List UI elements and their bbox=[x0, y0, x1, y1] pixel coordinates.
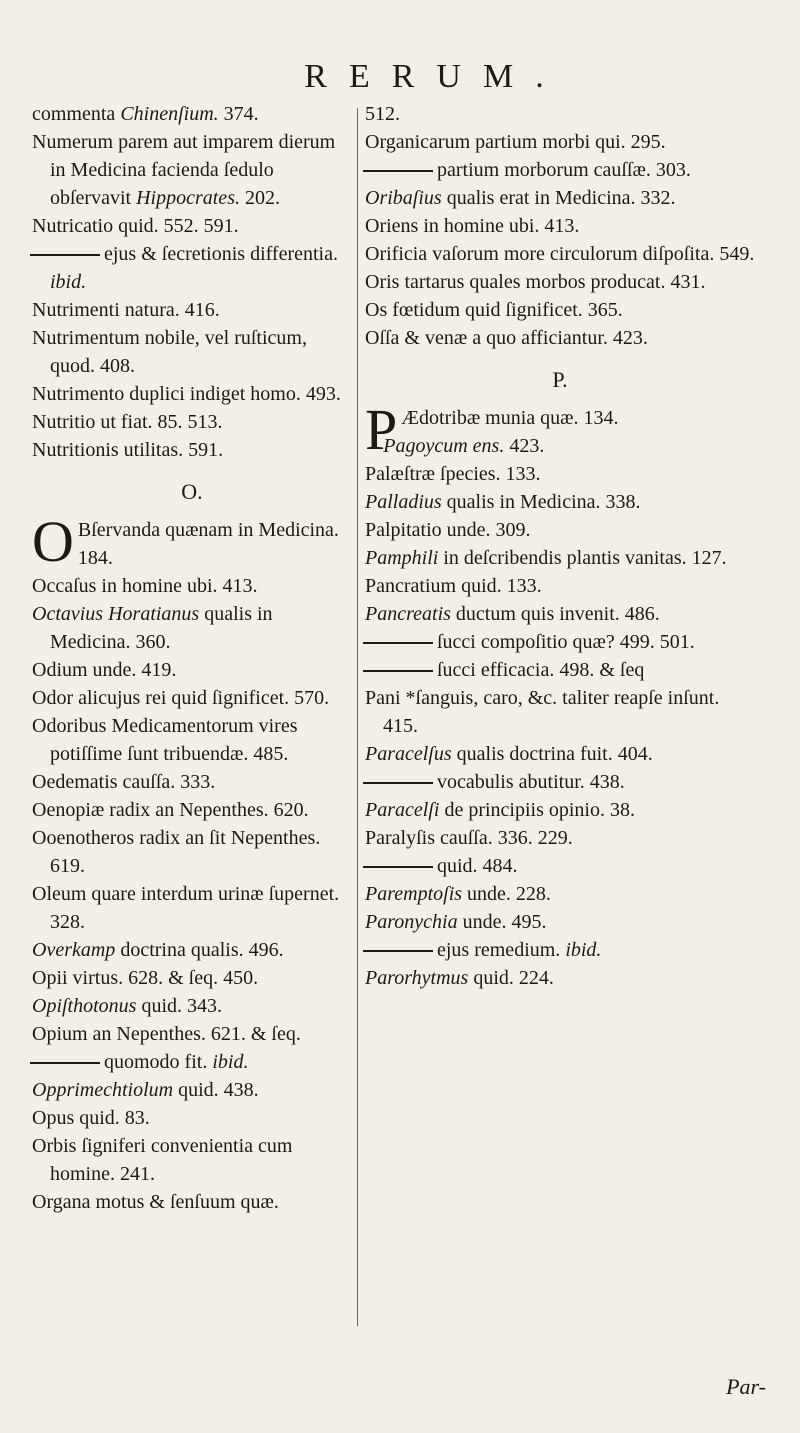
entry-text: Ooenotheros radix an ſit Nepenthes. 619. bbox=[32, 827, 321, 877]
entry-text: Nutrimentum nobile, vel ruſticum, quod. 408. bbox=[32, 327, 307, 377]
index-entry bbox=[32, 992, 352, 1020]
entry-italic: Palladius bbox=[365, 491, 442, 513]
index-entry bbox=[365, 128, 755, 156]
entry-italic: Octavius Horatianus bbox=[32, 603, 200, 625]
index-entry bbox=[32, 212, 352, 240]
index-entry bbox=[32, 796, 352, 824]
index-entry bbox=[32, 1020, 352, 1048]
drop-cap: O bbox=[32, 509, 74, 574]
entry-text: ſucci compoſitio quæ? 499. 501. bbox=[437, 631, 695, 653]
entry-refs: ductum quis invenit. 486. bbox=[450, 603, 660, 625]
left-column bbox=[32, 100, 352, 1216]
entry-text: Nutricatio quid. 552. 591. bbox=[32, 215, 239, 237]
entry-refs: qualis doctrina fuit. 404. bbox=[451, 743, 653, 765]
entry-text: Opium an Nepenthes. 621. & ſeq. bbox=[32, 1023, 301, 1045]
index-entry bbox=[32, 436, 352, 464]
index-entry bbox=[32, 936, 352, 964]
index-entry bbox=[365, 936, 755, 964]
entry-refs: unde. 495. bbox=[457, 911, 547, 933]
entry-refs: quid. 438. bbox=[173, 1079, 259, 1101]
entry-text: quomodo fit. bbox=[104, 1051, 213, 1073]
index-entry bbox=[365, 432, 755, 460]
ditto-dash bbox=[363, 642, 433, 644]
entry-text: Oedematis cauſſa. 333. bbox=[32, 771, 216, 793]
ditto-dash bbox=[363, 170, 433, 172]
index-entry bbox=[32, 684, 352, 712]
entry-italic: ibid. bbox=[212, 1051, 249, 1073]
entry-text: Palpitatio unde. 309. bbox=[365, 519, 531, 541]
entry-text: Odoribus Medicamentorum vires potiſſime ſunt tribuendæ. 485. bbox=[32, 715, 298, 765]
ditto-dash bbox=[363, 950, 433, 952]
index-entry bbox=[365, 824, 755, 852]
index-entry bbox=[365, 768, 755, 796]
index-entry bbox=[32, 1076, 352, 1104]
right-column bbox=[365, 100, 755, 992]
entry-italic: Opprimechtiolum bbox=[32, 1079, 174, 1101]
index-entry bbox=[32, 408, 352, 436]
index-entry bbox=[32, 964, 352, 992]
entry-text: Nutritio ut fiat. 85. 513. bbox=[32, 411, 223, 433]
entry-italic: Paremptoſis bbox=[365, 883, 463, 905]
index-entry bbox=[32, 1104, 352, 1132]
entry-text: commenta bbox=[32, 103, 121, 125]
index-entry bbox=[32, 324, 352, 380]
entry-text: Opii virtus. 628. & ſeq. 450. bbox=[32, 967, 259, 989]
entry-text: Palæſtræ ſpecies. 133. bbox=[365, 463, 541, 485]
entry-refs: qualis erat in Medicina. 332. bbox=[441, 187, 676, 209]
entry-italic: Parorhytmus bbox=[365, 967, 469, 989]
running-head: RERUM. bbox=[304, 58, 566, 95]
entry-text: Oſſa & venæ a quo afficiantur. 423. bbox=[365, 327, 648, 349]
entry-text: ejus remedium. bbox=[437, 939, 566, 961]
index-entry bbox=[365, 880, 755, 908]
index-entry bbox=[32, 768, 352, 796]
index-entry bbox=[365, 628, 755, 656]
index-entry bbox=[365, 156, 755, 184]
entry-text: Paralyſis cauſſa. 336. 229. bbox=[365, 827, 573, 849]
entry-text: Bſervanda quænam in Medicina. 184. bbox=[77, 519, 339, 569]
index-entry bbox=[32, 572, 352, 600]
index-entry bbox=[365, 184, 755, 212]
entry-italic: Oribaſius bbox=[365, 187, 442, 209]
index-entry bbox=[365, 212, 755, 240]
ditto-dash bbox=[363, 782, 433, 784]
entry-text: Nutrimenti natura. 416. bbox=[32, 299, 220, 321]
index-entry bbox=[32, 1188, 352, 1216]
entry-text: Organa motus & ſenſuum quæ. bbox=[32, 1191, 279, 1213]
index-entry bbox=[365, 600, 755, 628]
section-letter: O. bbox=[181, 479, 203, 504]
drop-cap: P bbox=[365, 397, 398, 462]
index-entry bbox=[365, 240, 755, 268]
index-entry bbox=[32, 128, 352, 212]
index-entry bbox=[32, 712, 352, 768]
index-entry bbox=[32, 824, 352, 880]
column-rule bbox=[357, 108, 358, 1326]
entry-italic: Overkamp bbox=[32, 939, 116, 961]
entry-text: ejus & ſecretionis differentia. bbox=[104, 243, 338, 265]
entry-text: Opus quid. 83. bbox=[32, 1107, 150, 1129]
entry-text: Oris tartarus quales morbos producat. 431. bbox=[365, 271, 706, 293]
entry-italic: Opiſthotonus bbox=[32, 995, 137, 1017]
index-entry bbox=[32, 296, 352, 324]
index-entry bbox=[32, 100, 352, 128]
entry-text: Oenopiæ radix an Nepenthes. 620. bbox=[32, 799, 309, 821]
entry-italic: Paracelſi bbox=[365, 799, 440, 821]
index-entry bbox=[365, 964, 755, 992]
index-entry bbox=[365, 324, 755, 352]
entry-text: Oriens in homine ubi. 413. bbox=[365, 215, 580, 237]
entry-text: Ædotribæ munia quæ. 134. bbox=[401, 407, 619, 429]
ditto-dash bbox=[363, 866, 433, 868]
entry-text: quid. 484. bbox=[437, 855, 518, 877]
index-entry bbox=[365, 296, 755, 324]
entry-refs: 374. bbox=[218, 103, 259, 125]
entry-text: Pancratium quid. 133. bbox=[365, 575, 542, 597]
entry-refs: in deſcribendis plantis vanitas. 127. bbox=[438, 547, 727, 569]
entry-italic: Pancreatis bbox=[365, 603, 451, 625]
index-entry bbox=[32, 1048, 352, 1076]
entry-text: Odium unde. 419. bbox=[32, 659, 177, 681]
entry-italic: Paronychia bbox=[365, 911, 458, 933]
index-entry bbox=[32, 656, 352, 684]
entry-refs: qualis in Medicina. 360. bbox=[50, 603, 273, 653]
entry-italic: ibid. bbox=[50, 271, 87, 293]
entry-italic: Paracelſus bbox=[365, 743, 452, 765]
index-entry bbox=[32, 1132, 352, 1188]
entry-text: Nutrimento duplici indiget homo. 493. bbox=[32, 383, 341, 405]
index-entry bbox=[365, 656, 755, 684]
entry-text: Nutritionis utilitas. 591. bbox=[32, 439, 224, 461]
entry-text: Numerum parem aut imparem dierum in Medicina facienda ſedulo obſervavit bbox=[32, 131, 336, 209]
index-entry bbox=[365, 908, 755, 936]
entry-text: Orbis ſigniferi convenientia cum homine. 241. bbox=[32, 1135, 293, 1185]
index-entry bbox=[365, 684, 755, 740]
entry-italic: Hippocrates. bbox=[136, 187, 240, 209]
entry-italic: ibid. bbox=[565, 939, 602, 961]
entry-text: Os fœtidum quid ſignificet. 365. bbox=[365, 299, 623, 321]
entry-text: Oleum quare interdum urinæ ſupernet. 328. bbox=[32, 883, 340, 933]
index-entry bbox=[365, 100, 755, 128]
entry-text: vocabulis abutitur. 438. bbox=[437, 771, 625, 793]
entry-text: Odor alicujus rei quid ſignificet. 570. bbox=[32, 687, 330, 709]
index-entry bbox=[365, 740, 755, 768]
ditto-dash bbox=[363, 670, 433, 672]
index-entry bbox=[365, 544, 755, 572]
index-entry bbox=[365, 488, 755, 516]
entry-refs: unde. 228. bbox=[462, 883, 551, 905]
entry-refs: 423. bbox=[504, 435, 545, 457]
entry-italic: Pagoycum ens. bbox=[383, 435, 505, 457]
entry-refs: quid. 224. bbox=[468, 967, 554, 989]
entry-refs: 202. bbox=[239, 187, 280, 209]
entry-refs: quid. 343. bbox=[136, 995, 223, 1017]
index-entry bbox=[32, 880, 352, 936]
entry-text: Occaſus in homine ubi. 413. bbox=[32, 575, 258, 597]
catchword: Par- bbox=[726, 1374, 766, 1399]
index-entry bbox=[365, 460, 755, 488]
index-entry bbox=[32, 240, 352, 296]
entry-refs: qualis in Medicina. 338. bbox=[441, 491, 641, 513]
entry-text: Organicarum partium morbi qui. 295. bbox=[365, 131, 666, 153]
index-entry bbox=[365, 516, 755, 544]
index-entry bbox=[32, 509, 352, 574]
ditto-dash bbox=[30, 254, 100, 256]
entry-italic: Pamphili bbox=[365, 547, 439, 569]
index-entry bbox=[365, 796, 755, 824]
entry-text: Pani *ſanguis, caro, &c. taliter reapſe inſunt. 415. bbox=[365, 687, 720, 737]
entry-refs: de principiis opinio. 38. bbox=[439, 799, 635, 821]
entry-refs: doctrina qualis. 496. bbox=[115, 939, 284, 961]
entry-text: 512. bbox=[365, 103, 400, 125]
index-entry bbox=[32, 600, 352, 656]
entry-italic: Chinenſium. bbox=[120, 103, 219, 125]
index-entry bbox=[365, 268, 755, 296]
entry-text: partium morborum cauſſæ. 303. bbox=[437, 159, 691, 181]
entry-text: Orificia vaſorum more circulorum diſpoſita. 549. bbox=[365, 243, 755, 265]
index-entry bbox=[32, 380, 352, 408]
entry-text: ſucci efficacia. 498. & ſeq bbox=[437, 659, 645, 681]
index-entry bbox=[365, 852, 755, 880]
ditto-dash bbox=[30, 1062, 100, 1064]
index-entry bbox=[365, 572, 755, 600]
section-letter: P. bbox=[552, 367, 568, 392]
